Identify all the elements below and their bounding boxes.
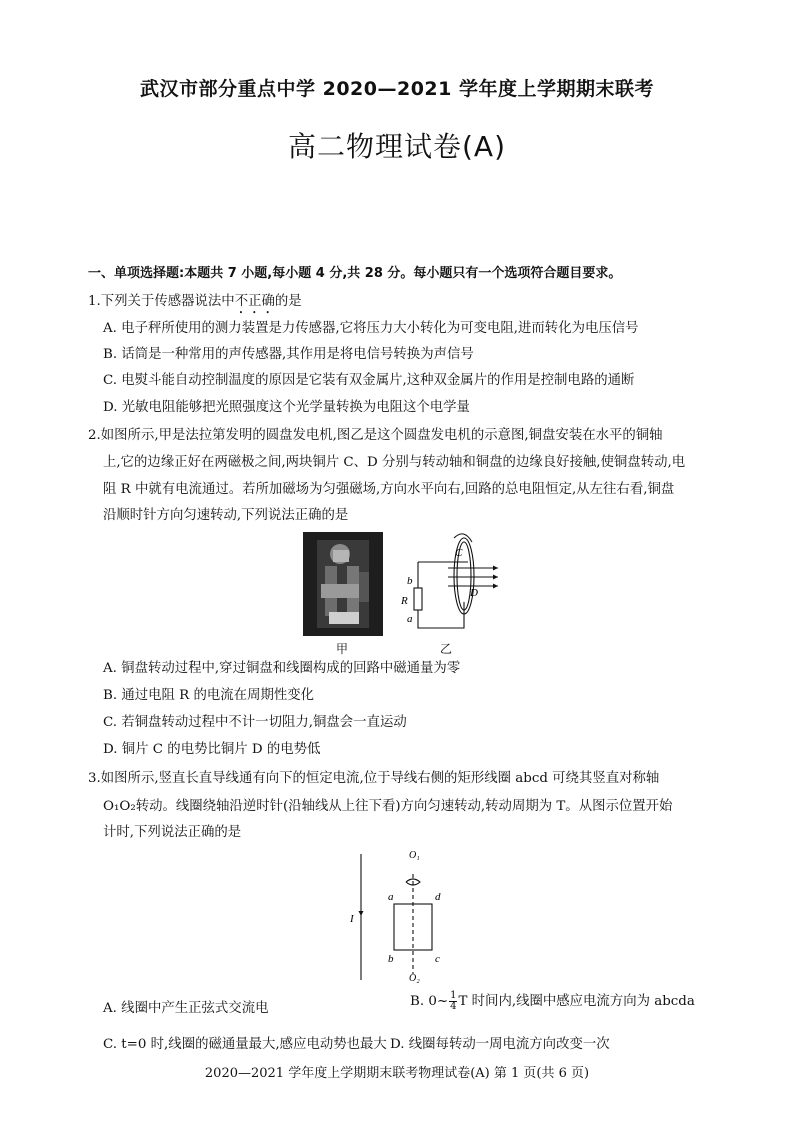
question-2-stem-line: 2.如图所示,甲是法拉第发明的圆盘发电机,图乙是这个圆盘发电机的示意图,铜盘安装在水平的铜轴 (88, 428, 663, 443)
question-1-option-c: C. 电熨斗能自动控制温度的原因是它装有双金属片,这种双金属片的作用是控制电路的通断 (103, 373, 635, 388)
question-2-option-a: A. 铜盘转动过程中,穿过铜盘和线圈构成的回路中磁通量为零 (103, 661, 461, 676)
disk-generator-photo (303, 532, 383, 636)
label-a: a (388, 891, 394, 903)
question-2-option-c: C. 若铜盘转动过程中不计一切阻力,铜盘会一直运动 (103, 715, 407, 730)
question-1-option-a: A. 电子秤所使用的测力装置是力传感器,它将压力大小转化为可变电阻,进而转化为电压信号 (103, 321, 639, 336)
figure-label-yi: 乙 (440, 642, 453, 656)
section-heading: 一、单项选择题:本题共 7 小题,每小题 4 分,共 28 分。每小题只有一个选项符合题目要求。 (88, 266, 622, 281)
emphasis-text: 不正确 (234, 294, 275, 309)
question-3-option-c: C. t=0 时,线圈的磁通量最大,感应电动势也最大 (103, 1037, 387, 1052)
label-r: R (401, 595, 408, 607)
label-c: c (435, 953, 440, 965)
question-2-stem-line: 阻 R 中就有电流通过。若所加磁场为匀强磁场,方向水平向右,回路的总电阻恒定,从左往右看,铜盘 (103, 482, 675, 497)
label-o1: O₁ (409, 850, 420, 861)
question-1-stem (88, 290, 302, 317)
label-b: b (407, 575, 413, 587)
question-3-stem-line: 3.如图所示,竖直长直导线通有向下的恒定电流,位于导线右侧的矩形线圈 abcd 可绕其竖直对称轴 (88, 771, 660, 786)
question-3-stem-line: O₁O₂转动。线圈绕轴沿逆时针(沿轴线从上往下看)方向匀速转动,转动周期为 T。从图示位置开始 (103, 799, 673, 814)
label-a: a (407, 613, 413, 625)
label-d: D (470, 587, 478, 599)
label-o2: O₂ (409, 973, 420, 984)
fraction-denominator: 4 (450, 1001, 457, 1012)
wire-coil-diagram (346, 846, 456, 984)
exam-title: 武汉市部分重点中学 2020—2021 学年度上学期期末联考 (140, 78, 654, 100)
option-b-prefix: B. 0~ (410, 994, 449, 1009)
question-2-option-b: B. 通过电阻 R 的电流在周期性变化 (103, 688, 315, 703)
label-c: C (455, 547, 463, 559)
question-3-option-a: A. 线圈中产生正弦式交流电 (103, 1001, 269, 1016)
label-b: b (388, 953, 394, 965)
question-2-stem-line: 沿顺时针方向匀速转动,下列说法正确的是 (103, 508, 349, 523)
paper-title: 高二物理试卷(A) (287, 130, 506, 163)
stem-text: 的是 (274, 294, 302, 309)
disk-generator-schematic (398, 530, 502, 638)
question-1-option-b: B. 话筒是一种常用的声传感器,其作用是将电信号转换为声信号 (103, 347, 474, 362)
figure-label-jia: 甲 (336, 642, 349, 656)
label-current: I (350, 913, 354, 925)
question-3-option-b (410, 990, 695, 1012)
page-footer: 2020—2021 学年度上学期期末联考物理试卷(A) 第 1 页(共 6 页) (204, 1066, 590, 1081)
question-2-stem-line: 上,它的边缘正好在两磁极之间,两块铜片 C、D 分别与转动轴和铜盘的边缘良好接触,使铜盘转动,电 (103, 455, 686, 470)
option-b-suffix: T 时间内,线圈中感应电流方向为 abcda (458, 994, 695, 1009)
question-2-option-d: D. 铜片 C 的电势比铜片 D 的电势低 (103, 742, 321, 757)
question-3-option-d: D. 线圈每转动一周电流方向改变一次 (390, 1037, 610, 1052)
fraction (449, 991, 457, 1012)
question-1-option-d: D. 光敏电阻能够把光照强度这个光学量转换为电阻这个电学量 (103, 400, 470, 415)
question-3-stem-line: 计时,下列说法正确的是 (103, 825, 242, 840)
fraction-numerator: 1 (450, 990, 457, 1001)
stem-text: 1.下列关于传感器说法中 (88, 294, 235, 309)
label-d: d (435, 891, 441, 903)
